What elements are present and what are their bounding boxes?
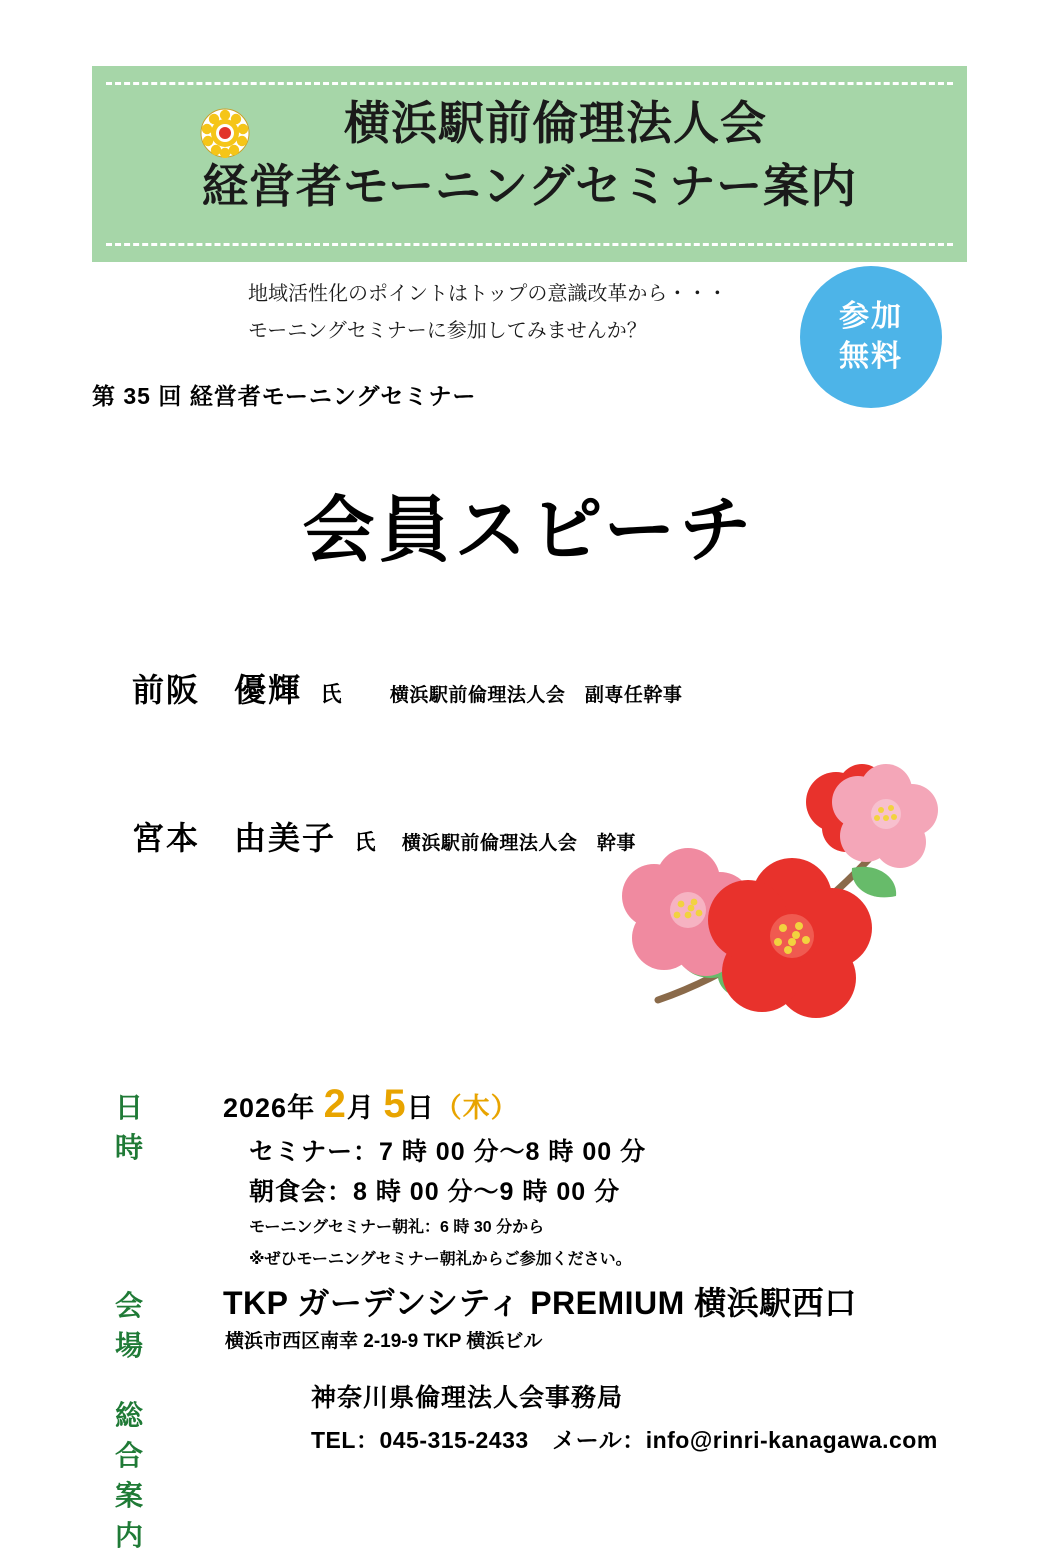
header-banner: [92, 66, 967, 262]
banner-dashed-line-bottom: [106, 243, 953, 246]
free-badge-line-2: 無料: [839, 340, 903, 373]
camellia-flowers-icon: [620, 750, 950, 1040]
datetime-label: 日時: [115, 1092, 146, 1163]
session-number: 第 35 回 経営者モーニングセミナー: [92, 383, 477, 409]
speaker-title: 横浜駅前倫理法人会 副専任幹事: [389, 685, 683, 706]
speaker-name: 前阪 優輝: [132, 672, 303, 708]
date-year-unit: 年: [287, 1093, 316, 1123]
banner-title-line-2: 経営者モーニングセミナー案内: [201, 160, 858, 213]
seminar-time: セミナー：7 時 00 分〜8 時 00 分: [249, 1138, 647, 1166]
contact-label: 総合案内: [115, 1400, 146, 1551]
date-day: 5: [383, 1082, 407, 1126]
date-day-unit: 日: [406, 1093, 435, 1123]
venue-address: 横浜市西区南幸 2-19-9 TKP 横浜ビル: [225, 1331, 543, 1352]
lead-text: [248, 276, 727, 350]
venue-name: TKP ガーデンシティ PREMIUM 横浜駅西口: [223, 1285, 857, 1321]
speaker-entry: [132, 813, 636, 859]
speaker-entry: [132, 665, 682, 711]
breakfast-time: 朝食会：8 時 00 分〜9 時 00 分: [249, 1178, 621, 1206]
speaker-name: 宮本 由美子: [132, 820, 337, 856]
date-year: 2026: [223, 1093, 288, 1123]
speaker-name-suffix: 氏: [320, 683, 342, 706]
speaker-title: 横浜駅前倫理法人会 幹事: [401, 833, 636, 854]
chrysanthemum-logo-icon: [200, 108, 250, 158]
date-day-of-week: （木）: [434, 1093, 519, 1123]
morning-assembly-note: モーニングセミナー朝礼：6 時 30 分から: [249, 1219, 545, 1236]
contact-organization: 神奈川県倫理法人会事務局: [311, 1384, 624, 1412]
speaker-name-suffix: 氏: [354, 831, 376, 854]
free-participation-badge: [800, 266, 942, 408]
event-date: [223, 1082, 519, 1127]
date-month: 2: [323, 1082, 347, 1126]
page-title: 会員スピーチ: [302, 491, 756, 571]
date-month-unit: 月: [346, 1093, 375, 1123]
banner-title-line-1: 横浜駅前倫理法人会: [344, 97, 767, 149]
venue-label: 会場: [115, 1290, 146, 1361]
attendance-note: ※ぜひモーニングセミナー朝礼からご参加ください。: [249, 1251, 632, 1268]
banner-dashed-line-top: [106, 82, 953, 85]
lead-line-2: モーニングセミナーに参加してみませんか？: [248, 320, 647, 342]
lead-line-1: 地域活性化のポイントはトップの意識改革から・・・: [248, 283, 728, 305]
contact-tel-mail: TEL：045-315-2433 メール：info@rinri-kanagawa.com: [311, 1427, 938, 1453]
free-badge-line-1: 参加: [839, 299, 903, 333]
